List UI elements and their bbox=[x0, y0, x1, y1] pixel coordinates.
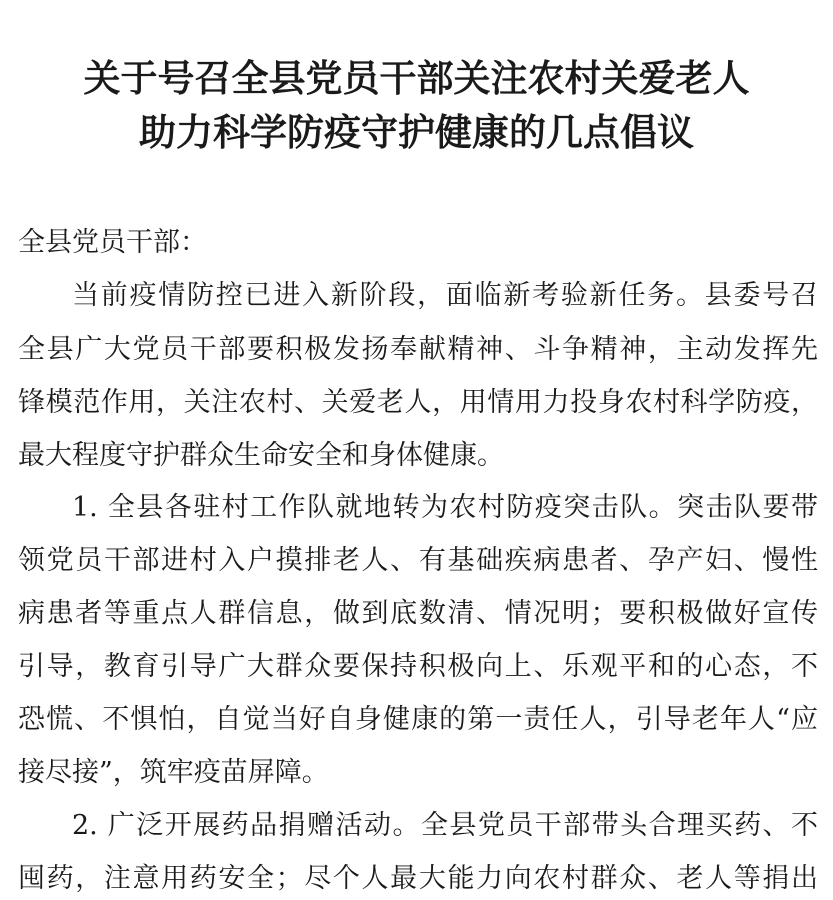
paragraph-1-line: 锋模范作用，关注农村、关爱老人，用情用力投身农村科学防疫， bbox=[18, 387, 818, 418]
salutation: 全县党员干部： bbox=[18, 227, 207, 258]
document-title-line-1: 关于号召全县党员干部关注农村关爱老人 bbox=[83, 56, 750, 100]
paragraph-2-line: 接尽接”，筑牢疫苗屏障。 bbox=[18, 757, 329, 788]
paragraph-2-line: 1. 全县各驻村工作队就地转为农村防疫突击队。突击队要带 bbox=[72, 492, 818, 523]
paragraph-3-line: 囤药，注意用药安全；尽个人最大能力向农村群众、老人等捐出 bbox=[18, 863, 818, 894]
paragraph-1-line: 最大程度守护群众生命安全和身体健康。 bbox=[18, 440, 504, 471]
paragraph-2-line: 领党员干部进村入户摸排老人、有基础疾病患者、孕产妇、慢性 bbox=[18, 545, 818, 576]
paragraph-1-line: 全县广大党员干部要积极发扬奉献精神、斗争精神，主动发挥先 bbox=[18, 334, 818, 365]
paragraph-1-line: 当前疫情防控已进入新阶段，面临新考验新任务。县委号召 bbox=[72, 280, 818, 311]
paragraph-3-line: 2. 广泛开展药品捐赠活动。全县党员干部带头合理买药、不 bbox=[72, 810, 818, 841]
document-title-line-2: 助力科学防疫守护健康的几点倡议 bbox=[139, 110, 694, 154]
paragraph-2-line: 病患者等重点人群信息，做到底数清、情况明；要积极做好宣传 bbox=[18, 598, 818, 629]
paragraph-2-line: 引导，教育引导广大群众要保持积极向上、乐观平和的心态，不 bbox=[18, 651, 818, 682]
paragraph-2-line: 恐慌、不惧怕，自觉当好自身健康的第一责任人，引导老年人“应 bbox=[18, 704, 818, 735]
